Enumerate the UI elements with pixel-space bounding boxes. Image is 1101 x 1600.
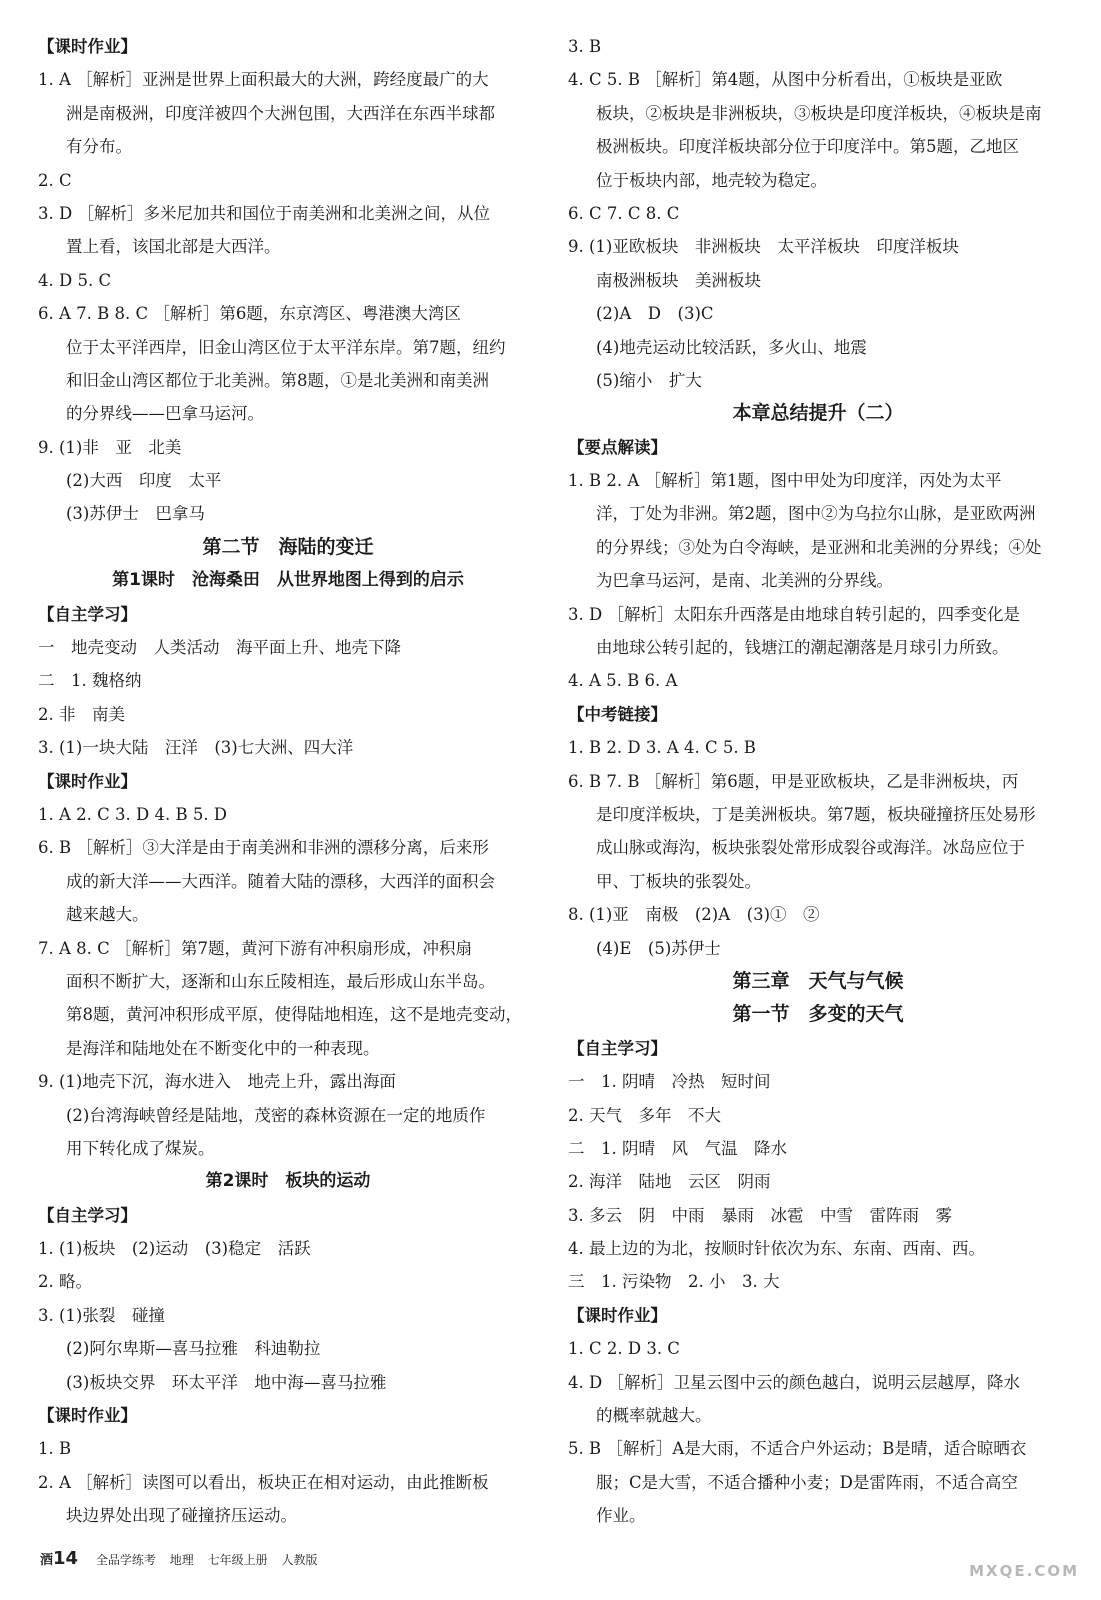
- answer-continuation: 的概率就越大。: [596, 1406, 712, 1426]
- answer-continuation: 的分界线——巴拿马运河。: [66, 404, 264, 424]
- answer-line: 2. A ［解析］读图可以看出，板块正在相对运动，由此推断板: [38, 1472, 489, 1492]
- answer-line: 三 1. 污染物 2. 小 3. 大: [568, 1272, 780, 1292]
- answer-continuation: 位于太平洋西岸，旧金山湾区位于太平洋东岸。第7题，纽约: [66, 337, 506, 357]
- answer-continuation: (4)地壳运动比较活跃，多火山、地震: [596, 337, 867, 357]
- section-heading: 【自主学习】: [568, 1038, 667, 1058]
- answer-continuation: 甲、丁板块的张裂处。: [596, 871, 761, 891]
- answer-continuation: 面积不断扩大，逐渐和山东丘陵相连，最后形成山东半岛。: [66, 971, 495, 991]
- right-column: [568, 30, 1068, 1533]
- answer-line: 4. D ［解析］卫星云图中云的颜色越白，说明云层越厚，降水: [568, 1372, 1020, 1392]
- answer-continuation: (2)大西 印度 太平: [66, 471, 222, 491]
- answer-continuation: 置上看，该国北部是大西洋。: [66, 237, 281, 257]
- answer-line: 6. B 7. B ［解析］第6题，甲是亚欧板块，乙是非洲板块，丙: [568, 771, 1019, 791]
- answer-continuation: 成的新大洋——大西洋。随着大陆的漂移，大西洋的面积会: [66, 871, 495, 891]
- answer-continuation: (2)台湾海峡曾经是陆地，茂密的森林资源在一定的地质作: [66, 1105, 486, 1125]
- answer-line: 7. A 8. C ［解析］第7题，黄河下游有冲积扇形成，冲积扇: [38, 938, 473, 958]
- lesson-title: 第2课时 板块的运动: [205, 1171, 371, 1192]
- answer-continuation: (2)阿尔卑斯—喜马拉雅 科迪勒拉: [66, 1339, 321, 1359]
- answer-line: 3. D ［解析］太阳东升西落是由地球自转引起的，四季变化是: [568, 604, 1020, 624]
- answer-continuation: 成山脉或海沟，板块张裂处常形成裂谷或海洋。冰岛应位于: [596, 838, 1025, 858]
- answer-line: 2. 海洋 陆地 云区 阴雨: [568, 1172, 771, 1192]
- answer-line: 2. C: [38, 170, 72, 190]
- answer-continuation: 服；C是大雪，不适合播种小麦；D是雷阵雨，不适合高空: [596, 1472, 1018, 1492]
- answer-continuation: 和旧金山湾区都位于北美洲。第8题，①是北美洲和南美洲: [66, 370, 489, 390]
- chapter-title: 本章总结提升（二）: [732, 402, 904, 425]
- answer-line: 4. D 5. C: [38, 270, 112, 290]
- lesson-title: 第1课时 沧海桑田 从世界地图上得到的启示: [112, 570, 464, 591]
- chapter-title: 第一节 多变的天气: [732, 1003, 904, 1026]
- answer-line: 1. B 2. D 3. A 4. C 5. B: [568, 738, 756, 758]
- answer-continuation: 用下转化成了煤炭。: [66, 1138, 215, 1158]
- page-number: [40, 1548, 78, 1569]
- answer-line: 5. B ［解析］A是大雨，不适合户外运动；B是晴，适合晾晒衣: [568, 1439, 1027, 1459]
- section-heading: 【自主学习】: [38, 604, 137, 624]
- answer-continuation: 由地球公转引起的，钱塘江的潮起潮落是月球引力所致。: [596, 638, 1009, 658]
- answer-line: 一 1. 阴晴 冷热 短时间: [568, 1072, 771, 1092]
- answer-line: 1. (1)板块 (2)运动 (3)稳定 活跃: [38, 1239, 311, 1259]
- page-number-value: 14: [53, 1548, 79, 1569]
- watermark: [929, 1528, 1079, 1588]
- book-subject: 地理: [169, 1553, 194, 1567]
- answer-line: 9. (1)亚欧板块 非洲板块 太平洋板块 印度洋板块: [568, 237, 959, 257]
- answer-line: 8. (1)亚 南极 (2)A (3)① ②: [568, 905, 820, 925]
- answer-continuation: (3)苏伊士 巴拿马: [66, 504, 205, 524]
- book-edition: 人教版: [281, 1553, 318, 1567]
- page-footer: [40, 1548, 327, 1569]
- answer-continuation: 是海洋和陆地处在不断变化中的一种表现。: [66, 1038, 380, 1058]
- answer-continuation: 第8题，黄河冲积形成平原，使得陆地相连，这不是地壳变动，: [66, 1005, 522, 1025]
- answer-line: 一 地壳变动 人类活动 海平面上升、地壳下降: [38, 638, 401, 658]
- answer-continuation: 为巴拿马运河，是南、北美洲的分界线。: [596, 571, 893, 591]
- answer-continuation: (3)板块交界 环太平洋 地中海—喜马拉雅: [66, 1372, 387, 1392]
- answer-line: 1. A 2. C 3. D 4. B 5. D: [38, 804, 228, 824]
- answer-line: 1. B 2. A ［解析］第1题，图中甲处为印度洋，丙处为太平: [568, 471, 1002, 491]
- answer-continuation: 作业。: [596, 1506, 646, 1526]
- answer-line: 2. 非 南美: [38, 704, 125, 724]
- answer-line: 3. D ［解析］多米尼加共和国位于南美洲和北美洲之间，从位: [38, 203, 490, 223]
- answer-continuation: 的分界线；③处为白令海峡，是亚洲和北美洲的分界线；④处: [596, 537, 1042, 557]
- page-prefix: 酒: [40, 1553, 54, 1568]
- answer-line: 4. C 5. B ［解析］第4题，从图中分析看出，①板块是亚欧: [568, 70, 1003, 90]
- answer-continuation: 位于板块内部，地壳较为稳定。: [596, 170, 827, 190]
- section-heading: 【中考链接】: [568, 704, 667, 724]
- answer-continuation: 板块，②板块是非洲板块，③板块是印度洋板块，④板块是南: [596, 103, 1042, 123]
- left-column: [38, 30, 538, 1533]
- answer-line: 3. 多云 阴 中雨 暴雨 冰雹 中雪 雷阵雨 雾: [568, 1205, 952, 1225]
- chapter-title: 第三章 天气与气候: [732, 969, 904, 992]
- answer-continuation: 块边界处出现了碰撞挤压运动。: [66, 1506, 297, 1526]
- section-heading: 【要点解读】: [568, 437, 667, 457]
- section-heading: 【课时作业】: [568, 1305, 667, 1325]
- section-heading: 【课时作业】: [38, 37, 137, 56]
- chapter-title: 第二节 海陆的变迁: [202, 535, 374, 558]
- section-heading: 【课时作业】: [38, 1406, 137, 1426]
- section-heading: 【课时作业】: [38, 771, 137, 791]
- answer-line: 9. (1)地壳下沉，海水进入 地壳上升，露出海面: [38, 1072, 396, 1092]
- section-heading: 【自主学习】: [38, 1205, 137, 1225]
- answer-continuation: 越来越大。: [66, 905, 149, 925]
- answer-continuation: 南极洲板块 美洲板块: [596, 270, 761, 290]
- answer-continuation: 有分布。: [66, 137, 132, 157]
- answer-line: 6. B ［解析］③大洋是由于南美洲和非洲的漂移分离，后来形: [38, 838, 489, 858]
- answer-line: 6. C 7. C 8. C: [568, 203, 680, 223]
- answer-continuation: 洋，丁处为非洲。第2题，图中②为乌拉尔山脉，是亚欧两洲: [596, 504, 1036, 524]
- answer-line: 二 1. 魏格纳: [38, 671, 142, 691]
- answer-line: 2. 天气 多年 不大: [568, 1105, 721, 1125]
- answer-line: 4. A 5. B 6. A: [568, 671, 678, 691]
- answer-line: 3. B: [568, 37, 602, 56]
- answer-continuation: (2)A D (3)C: [596, 304, 714, 324]
- answer-continuation: 洲是南极洲，印度洋被四个大洲包围，大西洋在东西半球都: [66, 103, 495, 123]
- answer-continuation: 是印度洋板块，丁是美洲板块。第7题，板块碰撞挤压处易形: [596, 804, 1036, 824]
- answer-line: 1. A ［解析］亚洲是世界上面积最大的大洲，跨经度最广的大: [38, 70, 489, 90]
- answer-line: 3. (1)张裂 碰撞: [38, 1305, 165, 1325]
- book-grade: 七年级上册: [207, 1553, 268, 1567]
- answer-line: 3. (1)一块大陆 汪洋 (3)七大洲、四大洋: [38, 738, 354, 758]
- answer-line: 4. 最上边的为北，按顺时针依次为东、东南、西南、西。: [568, 1239, 985, 1259]
- answer-line: 2. 略。: [38, 1272, 92, 1292]
- watermark-text: MXQE.COM: [969, 1562, 1079, 1580]
- answer-line: 1. B: [38, 1439, 72, 1459]
- book-series: 全品学练考: [95, 1553, 156, 1567]
- answer-continuation: (5)缩小 扩大: [596, 370, 702, 390]
- answer-continuation: 极洲板块。印度洋板块部分位于印度洋中。第5题，乙地区: [596, 137, 1019, 157]
- answer-line: 二 1. 阴晴 风 气温 降水: [568, 1138, 787, 1158]
- answer-continuation: (4)E (5)苏伊士: [596, 938, 721, 958]
- answer-line: 9. (1)非 亚 北美: [38, 437, 182, 457]
- answer-line: 6. A 7. B 8. C ［解析］第6题，东京湾区、粤港澳大湾区: [38, 304, 461, 324]
- answer-line: 1. C 2. D 3. C: [568, 1339, 680, 1359]
